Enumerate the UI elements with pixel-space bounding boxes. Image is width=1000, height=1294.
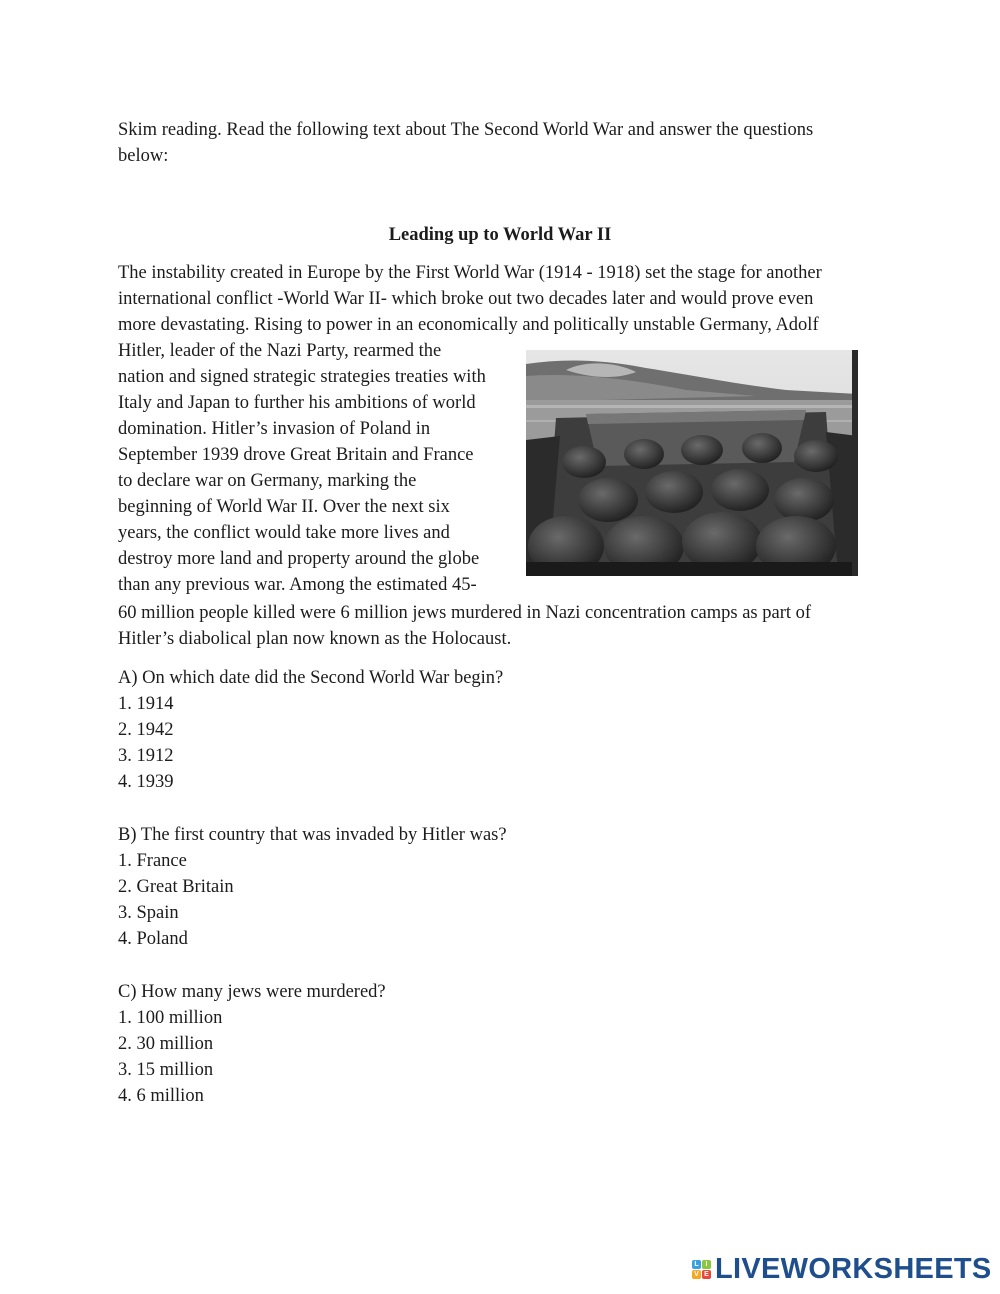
question-c-option: 1. 100 million — [118, 1008, 223, 1028]
article-line: Hitler’s diabolical plan now known as the Holocaust. — [118, 629, 512, 649]
question-c-prompt: C) How many jews were murdered? — [118, 982, 386, 1002]
article-line: Hitler, leader of the Nazi Party, rearmed the — [118, 341, 442, 361]
article-line: beginning of World War II. Over the next six — [118, 497, 450, 517]
question-c-option: 4. 6 million — [118, 1086, 204, 1106]
question-b-option: 2. Great Britain — [118, 877, 234, 897]
question-b-option: 3. Spain — [118, 903, 179, 923]
intro-line-2: below: — [118, 146, 169, 166]
intro-line-1: Skim reading. Read the following text about The Second World War and answer the questions — [118, 120, 814, 140]
article-line: 60 million people killed were 6 million jews murdered in Nazi concentration camps as part of — [118, 603, 812, 623]
article-line: to declare war on Germany, marking the — [118, 471, 417, 491]
landing-craft-photo — [526, 350, 858, 576]
question-a-option: 2. 1942 — [118, 720, 174, 740]
article-title: Leading up to World War II — [388, 225, 612, 245]
question-a-option: 1. 1914 — [118, 694, 174, 714]
question-c-option: 3. 15 million — [118, 1060, 214, 1080]
logo-mark-letter: I — [702, 1260, 711, 1269]
article-line: Italy and Japan to further his ambitions of world — [118, 393, 476, 413]
question-a-prompt: A) On which date did the Second World War begin? — [118, 668, 504, 688]
liveworksheets-logo[interactable] — [692, 1254, 992, 1284]
article-line: more devastating. Rising to power in an economically and politically unstable Germany, Adolf — [118, 315, 819, 335]
article-line: The instability created in Europe by the First World War (1914 - 1918) set the stage for another — [118, 263, 822, 283]
logo-mark-letter: E — [702, 1270, 711, 1279]
article-line: nation and signed strategic strategies treaties with — [118, 367, 486, 387]
article-line: domination. Hitler’s invasion of Poland in — [118, 419, 431, 439]
article-line: international conflict -World War II- which broke out two decades later and would prove even — [118, 289, 814, 309]
question-a-option: 4. 1939 — [118, 772, 174, 792]
logo-mark-letter: V — [692, 1270, 701, 1279]
question-a-option: 3. 1912 — [118, 746, 174, 766]
question-b-option: 4. Poland — [118, 929, 188, 949]
question-b-prompt: B) The first country that was invaded by Hitler was? — [118, 825, 507, 845]
question-b-option: 1. France — [118, 851, 187, 871]
article-line: than any previous war. Among the estimated 45- — [118, 575, 477, 595]
article-line: September 1939 drove Great Britain and France — [118, 445, 474, 465]
logo-mark-letter: L — [692, 1260, 701, 1269]
logo-mark-icon — [692, 1260, 711, 1279]
article-line: years, the conflict would take more lives and — [118, 523, 450, 543]
article-line: destroy more land and property around the globe — [118, 549, 480, 569]
question-c-option: 2. 30 million — [118, 1034, 214, 1054]
logo-text: LIVEWORKSHEETS — [715, 1253, 992, 1285]
photo-illustration — [526, 350, 858, 576]
